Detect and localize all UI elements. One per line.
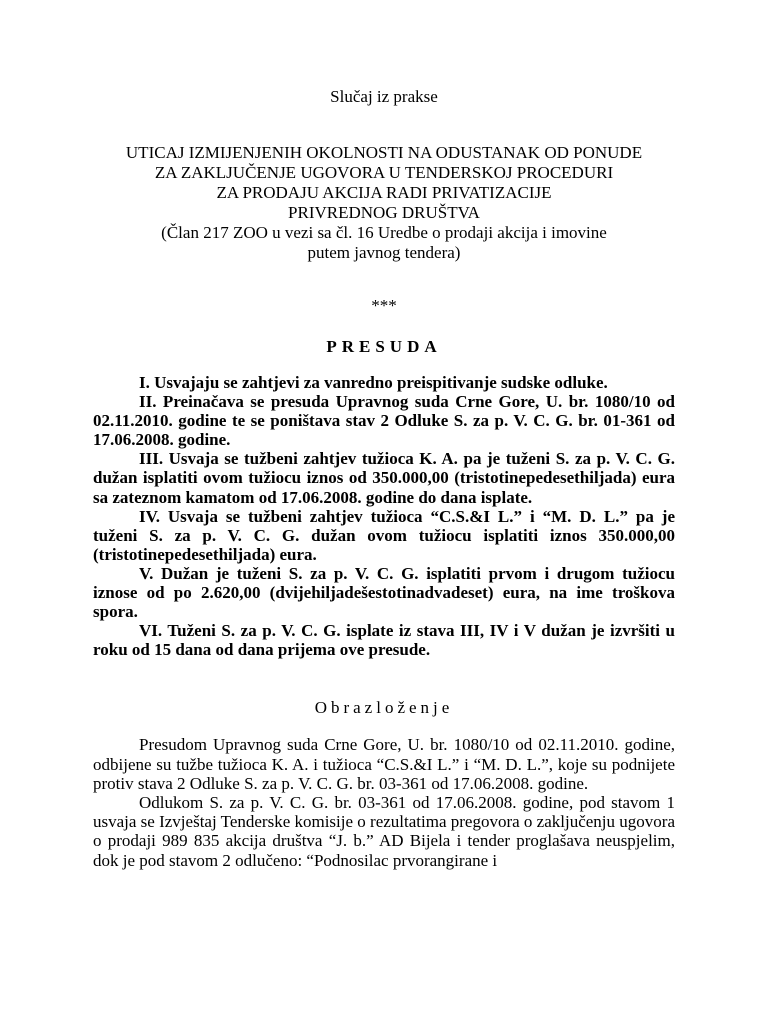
title-line: putem javnog tendera) xyxy=(307,243,461,262)
verdict-item: IV. Usvaja se tužbeni zahtjev tužioca “C.S.&I L.” i “M. D. L.” pa je tuženi S. za p. V. C. G. dužan ovom tužiocu isplatiti iznos 350.000,00 (tristotinepedesethiljada) eura. xyxy=(93,506,675,564)
case-label: Slučaj iz prakse xyxy=(330,87,438,106)
reasoning-paragraph: Presudom Upravnog suda Crne Gore, U. br. 1080/10 od 02.11.2010. godine, odbijene su tužbe tužioca K. A. i tužioca “C.S.&I L.” i “M. D. L.”, koje su podnijete protiv stava 2 Odluke S. za p. V. C. G. br. 03-361 od 17.06.2008. godine. xyxy=(93,735,675,793)
reasoning-paragraph: Odlukom S. za p. V. C. G. br. 03-361 od 17.06.2008. godine, pod stavom 1 usvaja se Izvještaj Tenderske komisije o rezultatima pregovora o zaključenju ugovora o prodaji 989 835 akcija društva “J. b.” AD Bijela i tender proglašava neuspjelim, dok je pod stavom 2 odlučeno: “Podnosilac prvorangirane i xyxy=(93,793,675,870)
verdict-item: V. Dužan je tuženi S. za p. V. C. G. isplatiti prvom i drugom tužiocu iznose od po 2.620,00 (dvijehiljadešestotinadvadeset) eura, na ime troškova spora. xyxy=(93,563,675,622)
title-line: ZA ZAKLJUČENJE UGOVORA U TENDERSKOJ PROCEDURI xyxy=(154,163,614,182)
verdict-item: III. Usvaja se tužbeni zahtjev tužioca K. A. pa je tuženi S. za p. V. C. G. dužan isplatiti ovom tužiocu iznos od 350.000,00 (tristotinepedesethiljada) eura sa zateznom kamatom od 17.06.2008. godine do dana isplate. xyxy=(93,449,675,507)
title-line: PRIVREDNOG DRUŠTVA xyxy=(288,203,480,222)
verdict-item: I. Usvajaju se zahtjevi za vanredno preispitivanje sudske odluke. xyxy=(139,373,608,392)
section-separator: *** xyxy=(371,296,397,315)
title-line: ZA PRODAJU AKCIJA RADI PRIVATIZACIJE xyxy=(216,183,552,202)
document-title xyxy=(93,143,675,263)
title-line: (Član 217 ZOO u vezi sa čl. 16 Uredbe o prodaji akcija i imovine xyxy=(161,223,607,242)
reasoning-section xyxy=(93,735,675,869)
document-body xyxy=(93,86,675,870)
verdict-section xyxy=(93,373,675,659)
reasoning-heading: Obrazloženje xyxy=(314,698,454,718)
verdict-item: VI. Tuženi S. za p. V. C. G. isplate iz stava III, IV i V dužan je izvršiti u roku od 15 dana od dana prijema ove presude. xyxy=(93,621,675,660)
title-line: UTICAJ IZMIJENJENIH OKOLNOSTI NA ODUSTANAK OD PONUDE xyxy=(125,143,643,162)
verdict-heading: PRESUDA xyxy=(326,337,442,356)
verdict-item: II. Preinačava se presuda Upravnog suda Crne Gore, U. br. 1080/10 od 02.11.2010. godine te se poništava stav 2 Odluke S. za p. V. C. G. br. 01-361 od 17.06.2008. godine. xyxy=(93,392,675,450)
